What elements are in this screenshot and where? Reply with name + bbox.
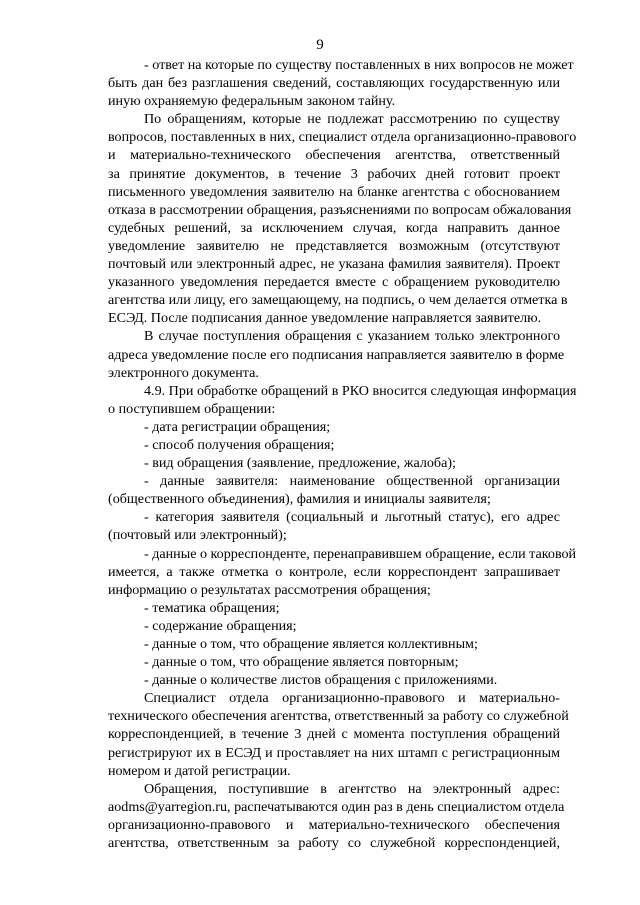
text-line: технического обеспечения агентства, ответственный за работу со служебной (108, 708, 569, 725)
document-body (108, 56, 577, 852)
text-line: - содержание обращения; (144, 617, 297, 634)
text-line: почтовый или электронный адрес, не указана фамилия заявителя). Проект (108, 256, 560, 273)
text-line: - данные о том, что обращение является коллективным; (144, 636, 478, 652)
text-line: (общественного объединения), фамилия и инициалы заявителя; (108, 491, 491, 508)
text-line: указанного уведомления передается вместе с обращением руководителю (108, 274, 560, 291)
text-line: электронного документа. (108, 364, 259, 381)
text-line: Обращения, поступившие в агентство на электронный адрес: (144, 780, 560, 797)
text-line: имеется, а также отметка о контроле, если корреспондент запрашивает (108, 563, 560, 580)
text-line: - категория заявителя (социальный и льготный статус), его адрес (144, 509, 560, 526)
text-line: судебных решений, за исключением случая, когда направить данное (108, 219, 560, 236)
text-line: адреса уведомление после его подписания направляется заявителю в форме (108, 346, 565, 363)
text-line: корреспонденцией, в течение 3 дней с момента поступления обращений (108, 726, 560, 743)
text-line: быть дан без разглашения сведений, составляющих государственную или (108, 75, 560, 92)
text-line: Специалист отдела организационно-правового и материально- (144, 690, 560, 707)
text-line: о поступившем обращении: (108, 400, 276, 417)
text-line: В случае поступления обращения с указанием только электронного (144, 328, 560, 345)
text-line: aodms@yarregion.ru, распечатываются один раз в день специалистом отдела (108, 798, 565, 815)
text-line: - данные о количестве листов обращения с приложениями. (144, 672, 498, 689)
text-line: информацию о результатах рассмотрения обращения; (108, 581, 431, 598)
text-line: иную охраняемую федеральным законом тайну. (108, 93, 396, 110)
text-line: - тематика обращения; (144, 599, 280, 616)
text-line: письменного уведомления заявителю на бланке агентства с обоснованием (108, 183, 560, 200)
text-line: за принятие документов, в течение 3 рабочих дней готовит проект (108, 165, 560, 182)
text-line: уведомление заявителю не представляется возможным (отсутствуют (108, 237, 560, 254)
text-line: организационно-правового и материально-технического обеспечения (108, 816, 560, 833)
text-line: - способ получения обращения; (144, 436, 335, 453)
text-line: - данные о том, что обращение является повторным; (144, 654, 459, 671)
text-line: регистрируют их в ЕСЭД и проставляет на них штамп с регистрационным (108, 744, 560, 761)
text-line: 4.9. При обработке обращений в РКО вносится следующая информация (144, 382, 577, 399)
text-line: - вид обращения (заявление, предложение, жалоба); (144, 455, 456, 472)
text-line: агентства, ответственным за работу со служебной корреспонденцией, (108, 835, 560, 852)
text-line: (почтовый или электронный); (108, 527, 287, 544)
text-line: По обращениям, которые не подлежат рассмотрению по существу (144, 111, 560, 128)
text-line: номером и датой регистрации. (108, 762, 291, 779)
page-number: 9 (316, 37, 324, 53)
text-line: - ответ на которые по существу поставленных в них вопросов не может (144, 57, 574, 73)
text-line: вопросов, поставленных в них, специалист отдела организационно-правового (108, 129, 577, 146)
text-line: - данные заявителя: наименование общественной организации (144, 473, 560, 490)
text-line: агентства или лицу, его замещающему, на подпись, о чем делается отметка в (108, 292, 568, 309)
text-line: и материально-технического обеспечения агентства, ответственный (108, 147, 560, 164)
text-line: ЕСЭД. После подписания данное уведомление направляется заявителю. (108, 310, 542, 327)
text-line: - дата регистрации обращения; (144, 418, 331, 435)
text-line: - данные о корреспонденте, перенаправившем обращение, если таковой (144, 545, 577, 562)
text-line: отказа в рассмотрении обращения, разъяснениями по вопросам обжалования (108, 201, 572, 218)
